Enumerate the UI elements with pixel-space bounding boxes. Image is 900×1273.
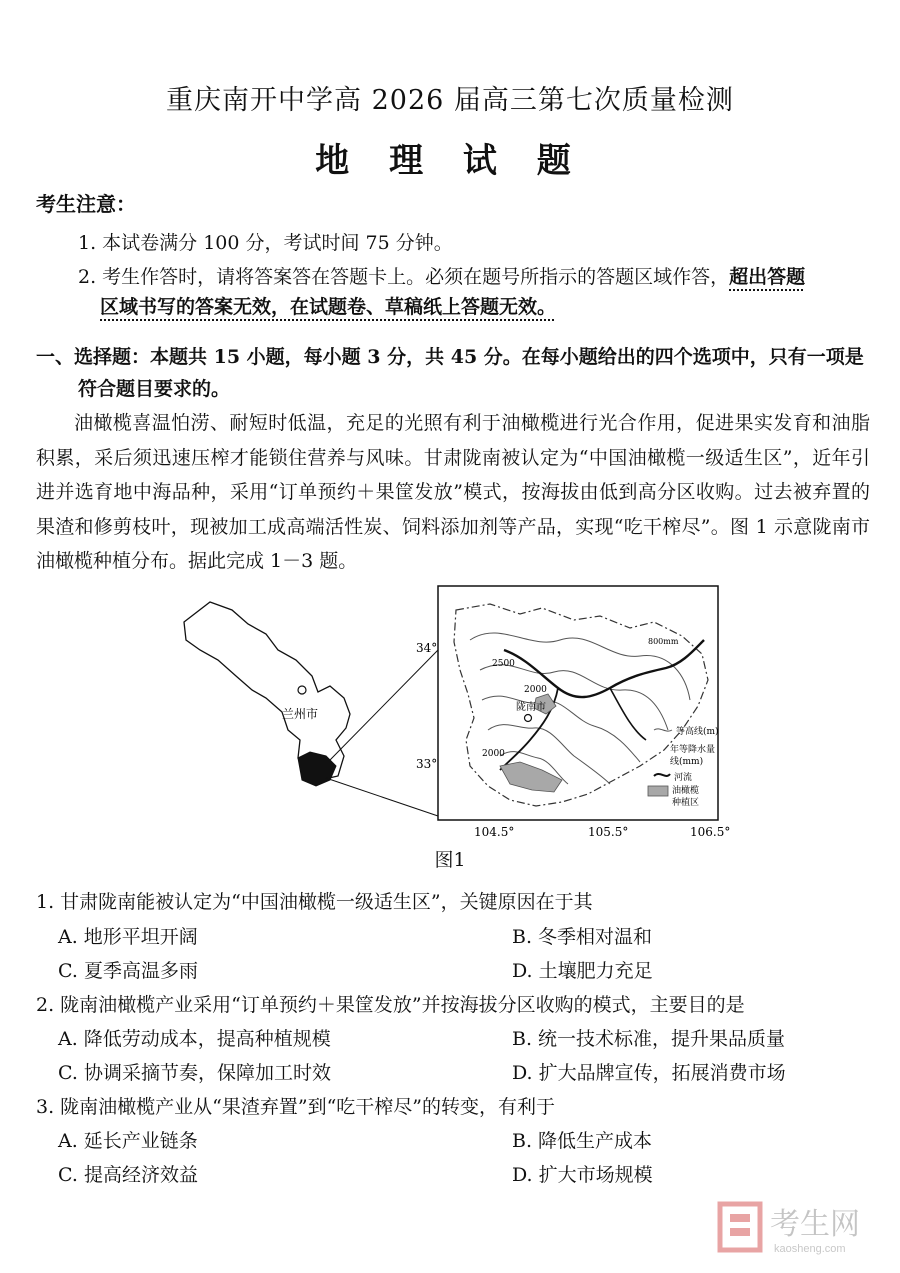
question-1-stem: 1. 甘肃陇南能被认定为“中国油橄榄一级适生区”，关键原因在于其 [36,891,593,913]
question-1-option-b[interactable]: B. 冬季相对温和 [512,926,653,948]
question-3-option-d[interactable]: D. 扩大市场规模 [512,1164,653,1186]
connector-bottom [326,778,438,816]
lon-105-5: 105.5° [588,825,629,839]
notice-item-2-text: 2. 考生作答时，请将答案答在答题卡上。必须在题号所指示的答题区域作答， [78,266,730,288]
lat-33: 33° [416,757,438,771]
logo-url: kaosheng.com [774,1243,846,1255]
lon-104-5: 104.5° [474,825,515,839]
question-2-option-d[interactable]: D. 扩大品牌宣传，拓展消费市场 [512,1062,786,1084]
kaosheng-watermark [716,1198,886,1258]
logo-mark-bar [730,1214,750,1222]
question-1-option-d[interactable]: D. 土壤肥力充足 [512,960,653,982]
notice-heading: 考生注意： [36,192,136,216]
lat-34: 34° [416,641,438,655]
label-contour-2000-a: 2000 [524,685,547,695]
label-lanzhou: 兰州市 [282,707,319,721]
lon-106-5: 106.5° [690,825,730,839]
question-2-option-a[interactable]: A. 降低劳动成本，提高种植规模 [58,1028,331,1050]
label-contour-2500: 2500 [492,659,515,669]
label-iso-800: 800mm [648,637,679,646]
legend-olive-swatch [648,786,668,796]
kaosheng-logo [716,1198,886,1258]
passage: 油橄榄喜温怕涝、耐短时低温，充足的光照有利于油橄榄进行光合作用，促进果实发育和油脂积累，采后须迅速压榨才能锁住营养与风味。甘肃陇南被认定为“中国油橄榄一级适生区”，近年引进并选育地中海品种，采用“订单预约＋果筐发放”模式，按海拔由低到高分区收购。过去被弃置的果渣和修剪枝叶，现被加工成高端活性炭、饲料添加剂等产品，实现“吃干榨尽”。图 1 示意陇南市油橄榄种植分布。据此完成 1－3 题。 [36,412,870,572]
section-heading: 一、选择题：本题共 15 小题，每小题 3 分，共 45 分。在每小题给出的四个选项中，只有一项是 [36,346,864,368]
question-3-option-c[interactable]: C. 提高经济效益 [58,1164,198,1186]
longnan-marker [525,715,532,722]
legend-olive-b: 种植区 [672,798,700,808]
figure-caption: 图1 [434,849,466,871]
logo-mark-frame [720,1204,760,1250]
logo-brand: 考生网 [770,1208,860,1241]
question-1-option-c[interactable]: C. 夏季高温多雨 [58,960,198,982]
question-2-stem: 2. 陇南油橄榄产业采用“订单预约＋果筐发放”并按海拔分区收购的模式，主要目的是 [36,994,745,1016]
figure-1-map [170,580,730,840]
notice-item-2 [78,262,805,292]
notice-item-1: 1. 本试卷满分 100 分，考试时间 75 分钟。 [78,232,453,254]
label-longnan: 陇南市 [516,702,546,713]
logo-mark-bar [730,1228,750,1236]
legend-river: 河流 [674,773,693,783]
legend-precip-b: 线(mm) [670,757,704,767]
subject-title: 地 理 试 题 [315,141,585,181]
map-svg [170,580,730,840]
question-2-option-b[interactable]: B. 统一技术标准，提升果品质量 [512,1028,786,1050]
question-1-option-a[interactable]: A. 地形平坦开阔 [58,926,198,948]
section-heading-cont: 符合题目要求的。 [78,378,231,400]
legend-contour: 等高线(m) [676,727,719,737]
gansu-outline [184,602,350,780]
question-3-option-b[interactable]: B. 降低生产成本 [512,1130,653,1152]
question-2-option-c[interactable]: C. 协调采摘节奏，保障加工时效 [58,1062,331,1084]
lanzhou-marker [298,686,306,694]
question-3-option-a[interactable]: A. 延长产业链条 [58,1130,198,1152]
question-3-stem: 3. 陇南油橄榄产业从“果渣弃置”到“吃干榨尽”的转变，有利于 [36,1096,556,1118]
legend-olive-a: 油橄榄 [672,786,700,796]
legend-precip-a: 年等降水量 [670,745,716,755]
exam-title: 重庆南开中学高 2026 届高三第七次质量检测 [166,85,734,116]
label-contour-2000-b: 2000 [482,749,505,759]
notice-item-2-emphasis-b: 区域书写的答案无效，在试题卷、草稿纸上答题无效。 [100,296,557,318]
notice-item-2-emphasis-a: 超出答题 [729,266,806,288]
inset-frame [438,586,718,820]
